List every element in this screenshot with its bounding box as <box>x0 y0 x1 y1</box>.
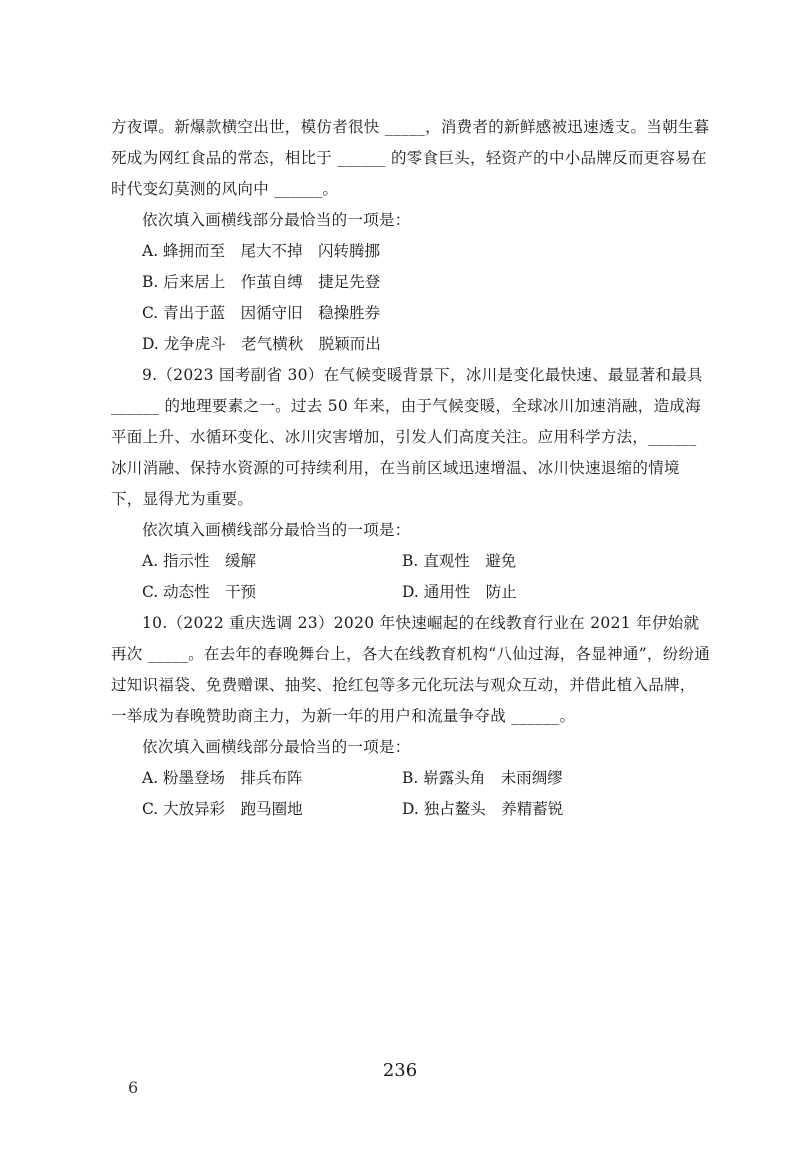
q8-option-row <box>111 267 711 298</box>
q10-question: 10.（2022 重庆选调 23）2020 年快速崛起的在线教育行业在 2021 年伊始就再次 _____。在去年的春晚舞台上，各大在线教育机构“八仙过海，各显神通”，纷纷通过知识福袋、免费赠课、抽奖、抢红包等多元化玩法与观众互动，并借此植入品牌，一举成为春晚赞助商主力，为新一年的用户和流量争夺战 ______。 <box>111 614 711 725</box>
q8-option-d: D. 龙争虎斗 老气横秋 脱颖而出 <box>142 335 381 353</box>
q9-prompt: 依次填入画横线部分最恰当的一项是： <box>142 521 411 539</box>
edge-mark: 6 <box>128 1078 139 1097</box>
q9-option-a: A. 指示性 缓解 <box>142 552 257 570</box>
q10-option-row <box>111 794 711 825</box>
q10-option-a: A. 粉墨登场 排兵布阵 <box>142 769 303 787</box>
q8-option-row <box>111 236 711 267</box>
q8-option-a: A. 蜂拥而至 尾大不掉 闪转腾挪 <box>142 242 381 260</box>
q9-question: 9.（2023 国考副省 30）在气候变暖背景下，冰川是变化最快速、最显著和最具 ______ 的地理要素之一。过去 50 年来，由于气候变暖，全球冰川加速消融，造成海平面上升、水循环变化、冰川灾害增加，引发人们高度关注。应用科学方法，______ 冰川消融、保持水资源的可持续利用，在当前区域迅速增温、冰川快速退缩的情境下，显得尤为重要。 <box>111 366 703 508</box>
q10-option-row <box>111 763 711 794</box>
q8-option-row <box>111 298 711 329</box>
q9-option-c: C. 动态性 干预 <box>142 583 257 601</box>
q8-prompt: 依次填入画横线部分最恰当的一项是： <box>142 211 411 229</box>
intro-paragraph: 方夜谭。新爆款横空出世，模仿者很快 _____，消费者的新鲜感被迅速透支。当朝生暮死成为网红食品的常态，相比于 ______ 的零食巨头，轻资产的中小品牌反而更容易在时代变幻莫测的风向中 ______。 <box>111 118 710 198</box>
page-number: 236 <box>382 1060 418 1081</box>
q10-option-b: B. 崭露头角 未雨绸缪 <box>402 769 563 787</box>
q8-option-b: B. 后来居上 作茧自缚 捷足先登 <box>142 273 381 291</box>
page-content <box>111 112 711 825</box>
q9-option-row <box>111 546 711 577</box>
q8-option-c: C. 青出于蓝 因循守旧 稳操胜券 <box>142 304 381 322</box>
q8-option-row <box>111 329 711 360</box>
q10-option-c: C. 大放异彩 跑马圈地 <box>142 800 303 818</box>
q10-option-d: D. 独占鳌头 养精蓄锐 <box>402 800 564 818</box>
q9-option-b: B. 直观性 避免 <box>402 552 517 570</box>
q9-option-row <box>111 577 711 608</box>
q10-prompt: 依次填入画横线部分最恰当的一项是： <box>142 738 411 756</box>
q9-option-d: D. 通用性 防止 <box>402 583 517 601</box>
